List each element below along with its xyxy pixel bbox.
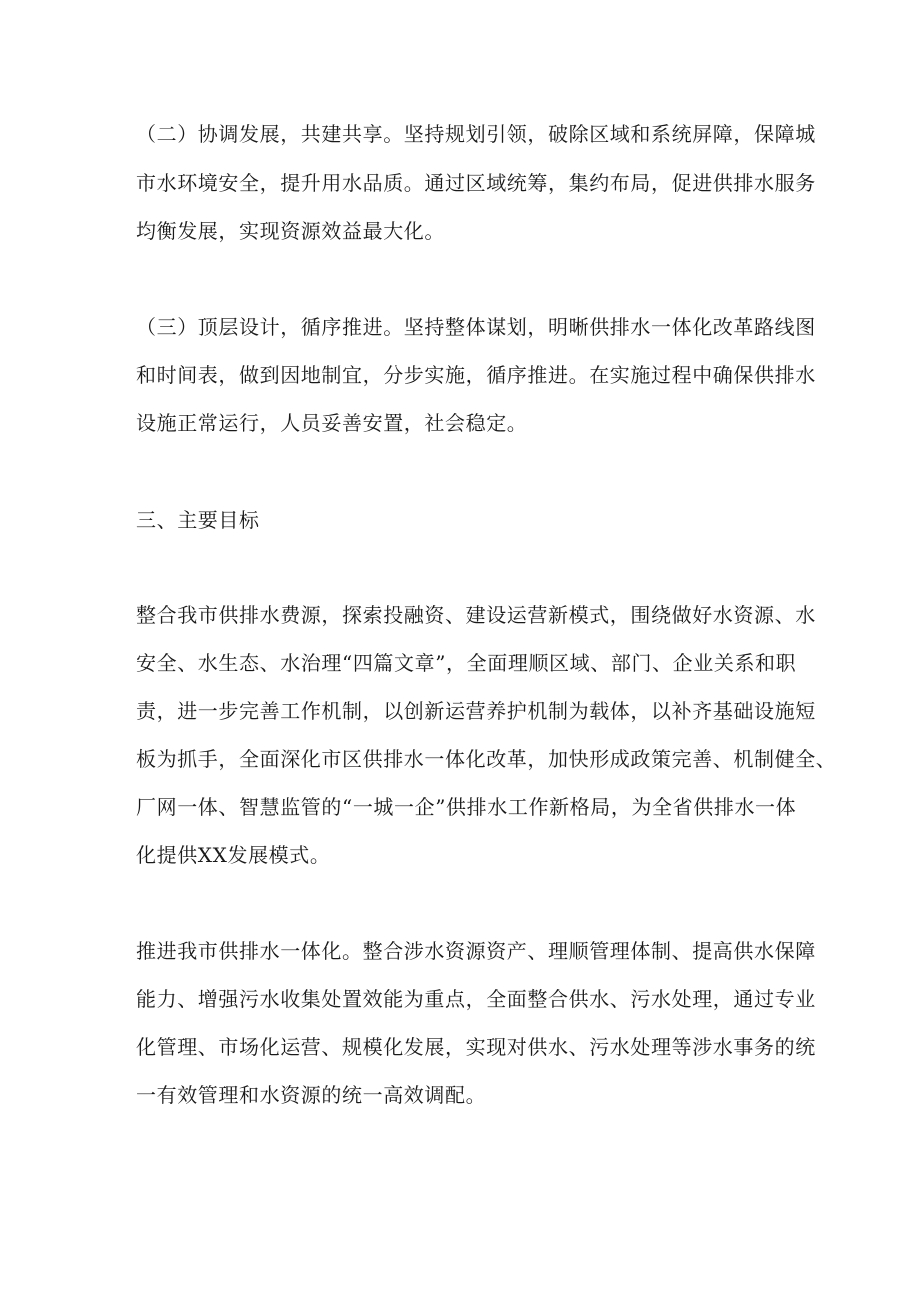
text-line: （二）协调发展，共建共享。坚持规划引领，破除区域和系统屏障，保障城 — [136, 122, 816, 146]
text-line: 安全、水生态、水治理“四篇文章”，全面理顺区域、部门、企业关系和职 — [136, 651, 797, 675]
text-line: 设施正常运行，人员妥善安置，社会稳定。 — [136, 411, 528, 435]
text-line: 和时间表，做到因地制宜，分步实施，循序推进。在实施过程中确保供排水 — [136, 363, 816, 387]
text-line: 均衡发展，实现资源效益最大化。 — [136, 219, 445, 243]
text-line: 化管理、市场化运营、规模化发展，实现对供水、污水处理等涉水事务的统 — [136, 1035, 816, 1059]
text-line: 市水环境安全，提升用水品质。通过区域统筹，集约布局，促进供排水服务 — [136, 171, 816, 195]
text-line: 一有效管理和水资源的统一高效调配。 — [136, 1083, 487, 1107]
text-line: 整合我市供排水费源，探索投融资、建设运营新模式，围绕做好水资源、水 — [136, 603, 816, 627]
text-line: 责，进一步完善工作机制，以创新运营养护机制为载体，以补齐基础设施短 — [136, 699, 816, 723]
text-line: （三）顶层设计，循序推进。坚持整体谋划，明晰供排水一体化改革路线图 — [136, 315, 816, 339]
section-heading: 三、主要目标 — [136, 508, 260, 532]
text-line: 能力、增强污水收集处置效能为重点，全面整合供水、污水处理，通过专业 — [136, 987, 816, 1011]
text-line: 厂网一体、智慧监管的“一城一企”供排水工作新格局，为全省供排水一体 — [136, 795, 797, 819]
text-line: 推进我市供排水一体化。整合涉水资源资产、理顺管理体制、提高供水保障 — [136, 939, 816, 963]
text-line: 化提供XX发展模式。 — [136, 843, 331, 867]
text-line: 板为抓手，全面深化市区供排水一体化改革，加快形成政策完善、机制健全、 — [136, 747, 837, 771]
